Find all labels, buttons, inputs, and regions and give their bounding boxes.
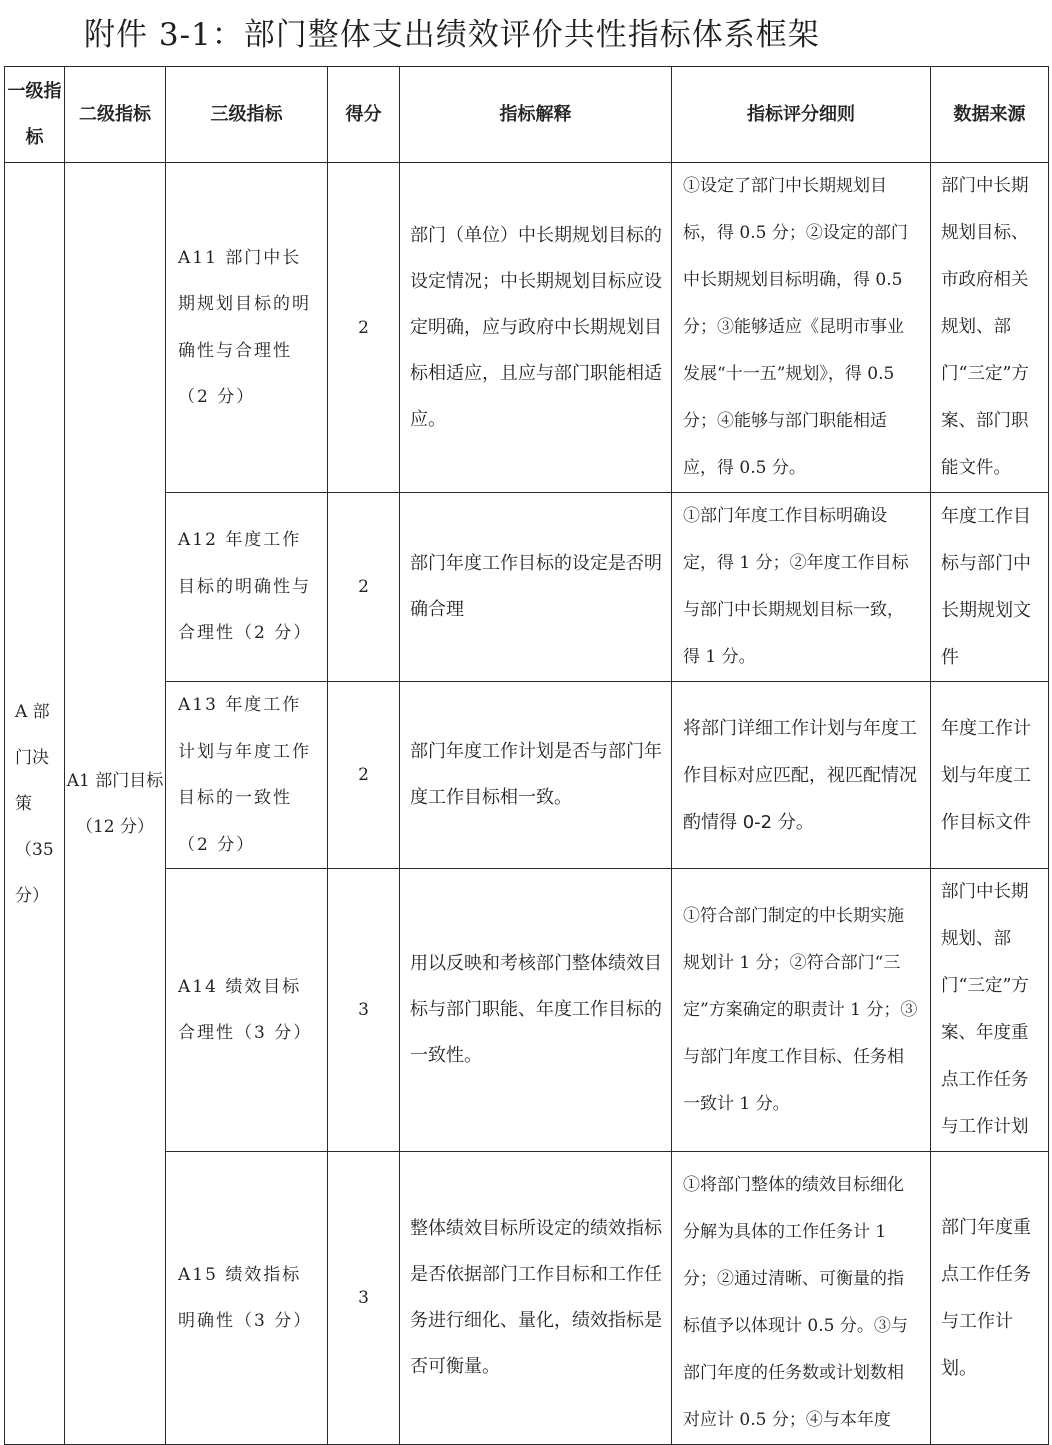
source-cell: 部门中长期规划目标、市政府相关规划、部门“三定”方案、部门职能文件。 [931, 163, 1049, 493]
header-source: 数据来源 [931, 67, 1049, 163]
table-row [5, 163, 1049, 493]
score-cell: 2 [328, 163, 400, 493]
source-cell: 部门年度重点工作任务与工作计划。 [931, 1152, 1049, 1445]
rules-cell: ①部门年度工作目标明确设定，得 1 分；②年度工作目标与部门中长期规划目标一致，得 1 分。 [672, 493, 931, 682]
page-title: 附件 3-1：部门整体支出绩效评价共性指标体系框架 [84, 17, 820, 53]
score-cell: 2 [328, 493, 400, 682]
header-rules: 指标评分细则 [672, 67, 931, 163]
score-cell: 2 [328, 682, 400, 869]
score-cell: 3 [328, 1152, 400, 1445]
indicator-cell: A12 年度工作目标的明确性与合理性（2 分） [166, 493, 328, 682]
source-cell: 部门中长期规划、部门“三定”方案、年度重点工作任务与工作计划 [931, 869, 1049, 1152]
rules-cell: ①将部门整体的绩效目标细化分解为具体的工作任务计 1 分；②通过清晰、可衡量的指标值予以体现计 0.5 分。③与部门年度的任务数或计划数相对应计 0.5 分；④与本年度 [672, 1152, 931, 1445]
explanation-cell: 整体绩效目标所设定的绩效指标是否依据部门工作目标和工作任务进行细化、量化，绩效指标是否可衡量。 [400, 1152, 672, 1445]
indicator-table [4, 66, 1049, 1445]
explanation-cell: 部门年度工作计划是否与部门年度工作目标相一致。 [400, 682, 672, 869]
score-cell: 3 [328, 869, 400, 1152]
header-level3: 三级指标 [166, 67, 328, 163]
header-level1: 一级指标 [5, 67, 65, 163]
source-cell: 年度工作目标与部门中长期规划文件 [931, 493, 1049, 682]
level1-cell: A 部门决策（35 分） [5, 163, 65, 1445]
indicator-cell: A14 绩效目标合理性（3 分） [166, 869, 328, 1152]
indicator-cell: A13 年度工作计划与年度工作目标的一致性（2 分） [166, 682, 328, 869]
explanation-cell: 用以反映和考核部门整体绩效目标与部门职能、年度工作目标的一致性。 [400, 869, 672, 1152]
header-explanation: 指标解释 [400, 67, 672, 163]
header-row [5, 67, 1049, 163]
indicator-cell: A15 绩效指标明确性（3 分） [166, 1152, 328, 1445]
header-score: 得分 [328, 67, 400, 163]
header-level2: 二级指标 [65, 67, 166, 163]
explanation-cell: 部门年度工作目标的设定是否明确合理 [400, 493, 672, 682]
rules-cell: ①设定了部门中长期规划目标，得 0.5 分；②设定的部门中长期规划目标明确，得 0.5 分；③能够适应《昆明市事业发展“十一五”规划》，得 0.5 分；④能够与部门职能相适应，得 0.5 分。 [672, 163, 931, 493]
rules-cell: 将部门详细工作计划与年度工作目标对应匹配，视匹配情况酌情得 0-2 分。 [672, 682, 931, 869]
source-cell: 年度工作计划与年度工作目标文件 [931, 682, 1049, 869]
explanation-cell: 部门（单位）中长期规划目标的设定情况；中长期规划目标应设定明确，应与政府中长期规划目标相适应，且应与部门职能相适应。 [400, 163, 672, 493]
indicator-cell: A11 部门中长期规划目标的明确性与合理性（2 分） [166, 163, 328, 493]
level2-cell: A1 部门目标（12 分） [65, 163, 166, 1445]
rules-cell: ①符合部门制定的中长期实施规划计 1 分；②符合部门“三定”方案确定的职责计 1 分；③与部门年度工作目标、任务相一致计 1 分。 [672, 869, 931, 1152]
